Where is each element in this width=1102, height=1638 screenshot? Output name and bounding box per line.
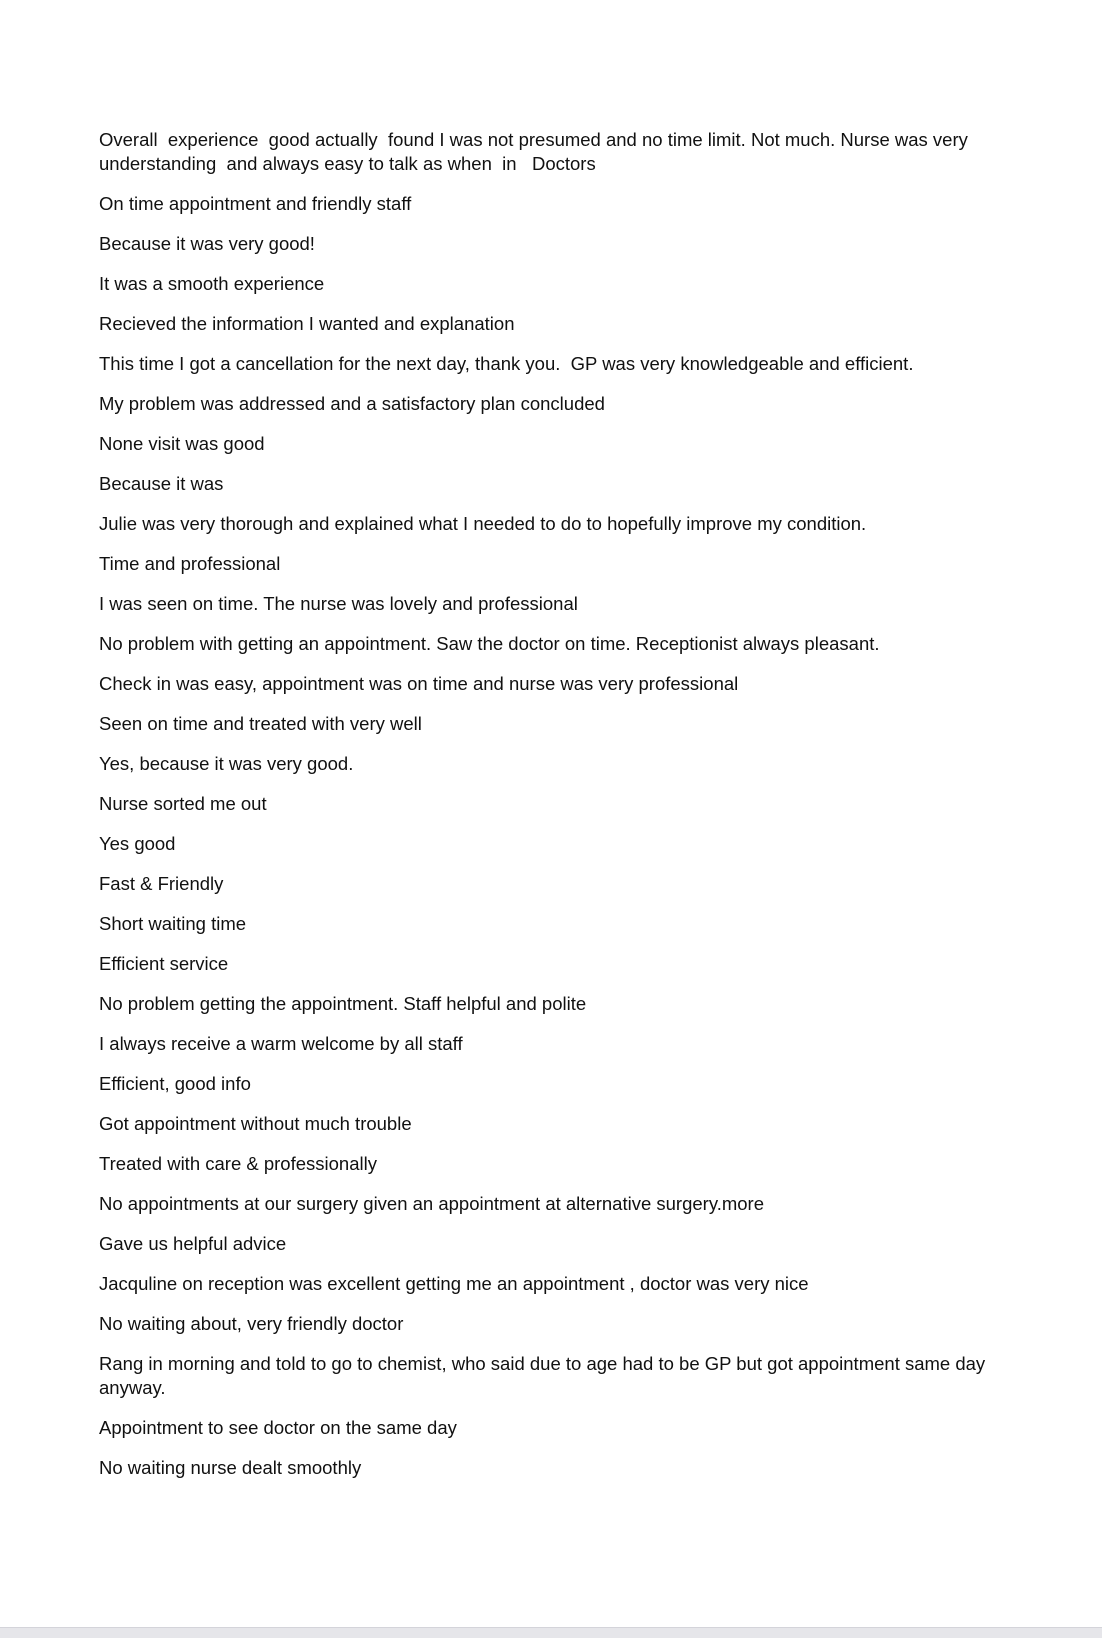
feedback-comment: On time appointment and friendly staff <box>99 193 412 214</box>
feedback-comment: Treated with care & professionally <box>99 1153 377 1174</box>
feedback-comment: I was seen on time. The nurse was lovely and professional <box>99 593 578 614</box>
feedback-comment: No appointments at our surgery given an appointment at alternative surgery.more <box>99 1193 764 1214</box>
feedback-comment: My problem was addressed and a satisfactory plan concluded <box>99 393 605 414</box>
feedback-comment: Fast & Friendly <box>99 873 224 894</box>
feedback-comment: Efficient, good info <box>99 1073 251 1094</box>
feedback-comment: Check in was easy, appointment was on time and nurse was very professional <box>99 673 739 694</box>
feedback-comment: Got appointment without much trouble <box>99 1113 412 1134</box>
feedback-comment: Gave us helpful advice <box>99 1233 287 1254</box>
feedback-comment: Yes good <box>99 833 176 854</box>
feedback-comment: No waiting about, very friendly doctor <box>99 1313 404 1334</box>
feedback-comment: Julie was very thorough and explained what I needed to do to hopefully improve my condition. <box>99 513 867 534</box>
feedback-comment: Efficient service <box>99 953 229 974</box>
feedback-comment: I always receive a warm welcome by all staff <box>99 1033 463 1054</box>
feedback-comment: Overall experience good actually found I was not presumed and no time limit. Not much. Nurse was very understanding and always easy to talk as when in Doctors <box>99 129 974 174</box>
feedback-comment: None visit was good <box>99 433 265 454</box>
feedback-comment: Time and professional <box>99 553 281 574</box>
feedback-comment: Rang in morning and told to go to chemist, who said due to age had to be GP but got appointment same day anyway. <box>99 1353 991 1398</box>
viewer-bottom-bar <box>0 1627 1102 1638</box>
feedback-comment: Yes, because it was very good. <box>99 753 354 774</box>
feedback-comment: Nurse sorted me out <box>99 793 267 814</box>
feedback-comment: Appointment to see doctor on the same day <box>99 1417 457 1438</box>
feedback-comment: Because it was very good! <box>99 233 315 254</box>
feedback-comment: No waiting nurse dealt smoothly <box>99 1457 362 1478</box>
feedback-comment: Recieved the information I wanted and explanation <box>99 313 515 334</box>
feedback-comment: This time I got a cancellation for the next day, thank you. GP was very knowledgeable and efficient. <box>99 353 914 374</box>
feedback-comment: Jacquline on reception was excellent getting me an appointment , doctor was very nice <box>99 1273 809 1294</box>
feedback-list <box>99 128 999 1496</box>
feedback-comment: No problem with getting an appointment. Saw the doctor on time. Receptionist always pleasant. <box>99 633 880 654</box>
feedback-comment: Short waiting time <box>99 913 247 934</box>
feedback-comment: It was a smooth experience <box>99 273 325 294</box>
feedback-comment: Because it was <box>99 473 224 494</box>
feedback-comment: Seen on time and treated with very well <box>99 713 422 734</box>
feedback-comment: No problem getting the appointment. Staff helpful and polite <box>99 993 587 1014</box>
